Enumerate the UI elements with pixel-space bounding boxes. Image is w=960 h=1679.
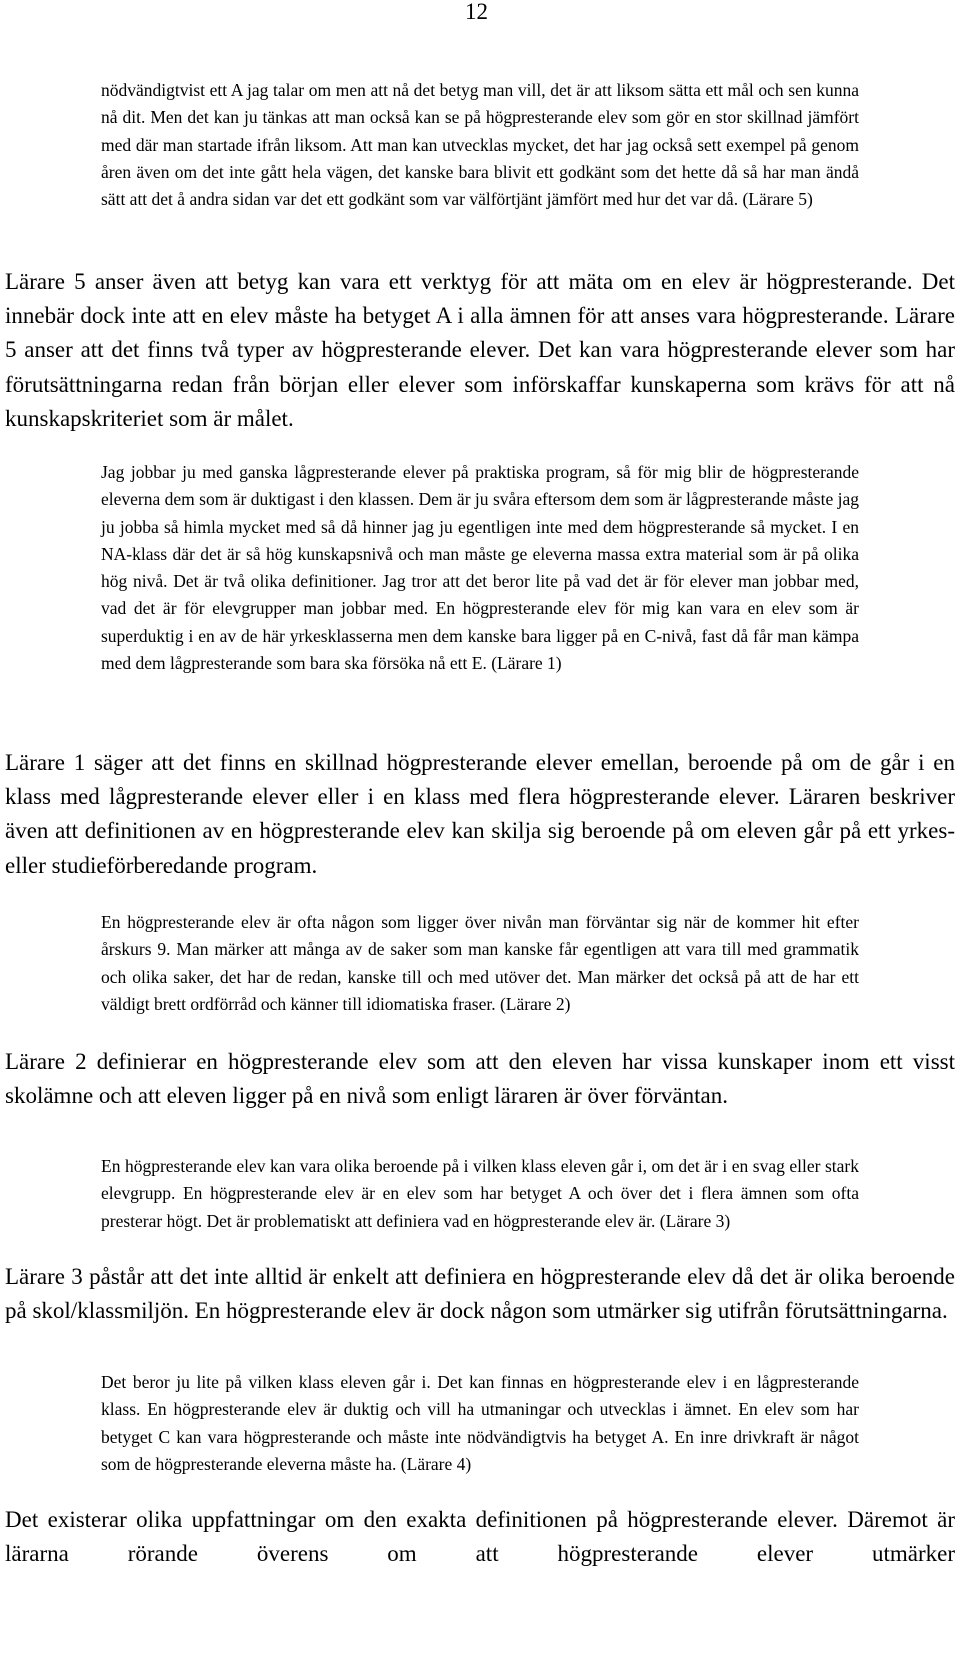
quote-teacher-4: Det beror ju lite på vilken klass eleven går i. Det kan finnas en högpresterande elev i en lågpresterande klass. En högpresterande elev är duktig och vill ha utmaningar och utvecklas i ämnet. En elev som har betyget C kan vara högpresterande och måste inte nödvändigtvis ha betyget A. En inre drivkraft är något som de högpresterande eleverna måste ha. (Lärare 4) bbox=[101, 1372, 859, 1474]
body-paragraph-teacher-3: Lärare 3 påstår att det inte alltid är enkelt att definiera en högpresterande elev då det är olika beroende på skol/klassmiljön. En högpresterande elev är dock någon som utmärker sig utifrån förutsättningarna. bbox=[5, 1264, 955, 1324]
quote-teacher-2: En högpresterande elev är ofta någon som ligger över nivån man förväntar sig när de kommer hit efter årskurs 9. Man märker att många av de saker som man kanske får egentligen att vara till med grammatik och olika saker, det har de redan, kanske till och med utöver det. Man märker det också på att de har ett väldigt brett ordförråd och känner till idiomatiska fraser. (Lärare 2) bbox=[101, 912, 859, 1014]
quote-teacher-3: En högpresterande elev kan vara olika beroende på i vilken klass eleven går i, om det är i en svag eller stark elevgrupp. En högpresterande elev är en elev som har betyget A och över det i flera ämnen som ofta presterar högt. Det är problematiskt att definiera vad en högpresterande elev är. (Lärare 3) bbox=[101, 1156, 859, 1231]
body-paragraph-teacher-2: Lärare 2 definierar en högpresterande elev som att den eleven har vissa kunskaper inom ett visst skolämne och att eleven ligger på en nivå som enligt läraren är över förväntan. bbox=[5, 1049, 955, 1109]
quote-teacher-5: nödvändigtvist ett A jag talar om men att nå det betyg man vill, det är att liksom sätta ett mål och sen kunna nå dit. Men det kan ju tänkas att man också kan se på högpresterande elev som gör en stor skillnad jämfört med där man startade ifrån liksom. Att man kan utvecklas mycket, det har jag också sett exempel på genom åren även om det inte gått hela vägen, det kanske bara blivit ett godkänt som det hette då så har man ändå sätt att det å andra sidan var det ett godkänt som var välförtjänt jämfört med hur det var då. (Lärare 5) bbox=[101, 80, 859, 210]
quote-teacher-1: Jag jobbar ju med ganska lågpresterande elever på praktiska program, så för mig blir de högpresterande eleverna dem som är duktigast i den klassen. Dem är ju svåra eftersom dem som är lågpresterande måste jag ju jobba så himla mycket med så då hinner jag ju egentligen inte med dem högpresterande så mycket. I en NA-klass där det är så hög kunskapsnivå och man måste ge eleverna massa extra material som är på olika hög nivå. Det är två olika definitioner. Jag tror att det beror lite på vad det är för elever man jobbar med, vad det är för elevgrupper man jobbar med. En högpresterande elev för mig kan vara en elev som är superduktig i en av de här yrkesklasserna men dem kanske bara ligger på en C-nivå, fast då får man kämpa med dem lågpresterande som bara ska försöka nå ett E. (Lärare 1) bbox=[101, 462, 859, 674]
page-number: 12 bbox=[465, 0, 488, 24]
body-paragraph-teacher-5: Lärare 5 anser även att betyg kan vara ett verktyg för att mäta om en elev är högpresterande. Det innebär dock inte att en elev måste ha betyget A i alla ämnen för att anses vara högpresterande. Lärare 5 anser att det finns två typer av högpresterande elever. Det kan vara högpresterande elever som har förutsättningarna redan från början eller elever som införskaffar kunskaperna som krävs för att nå kunskapskriteriet som är målet. bbox=[5, 269, 955, 431]
body-paragraph-conclusion: Det existerar olika uppfattningar om den exakta definitionen på högpresterande elever. Däremot är lärarna rörande överens om att högpresterande elever utmärker bbox=[5, 1507, 955, 1567]
body-paragraph-teacher-1: Lärare 1 säger att det finns en skillnad högpresterande elever emellan, beroende på om de går i en klass med lågpresterande elever eller i en klass med flera högpresterande elever. Läraren beskriver även att definitionen av en högpresterande elev kan skilja sig beroende på om eleven går på ett yrkes- eller studieförberedande program. bbox=[5, 750, 955, 878]
